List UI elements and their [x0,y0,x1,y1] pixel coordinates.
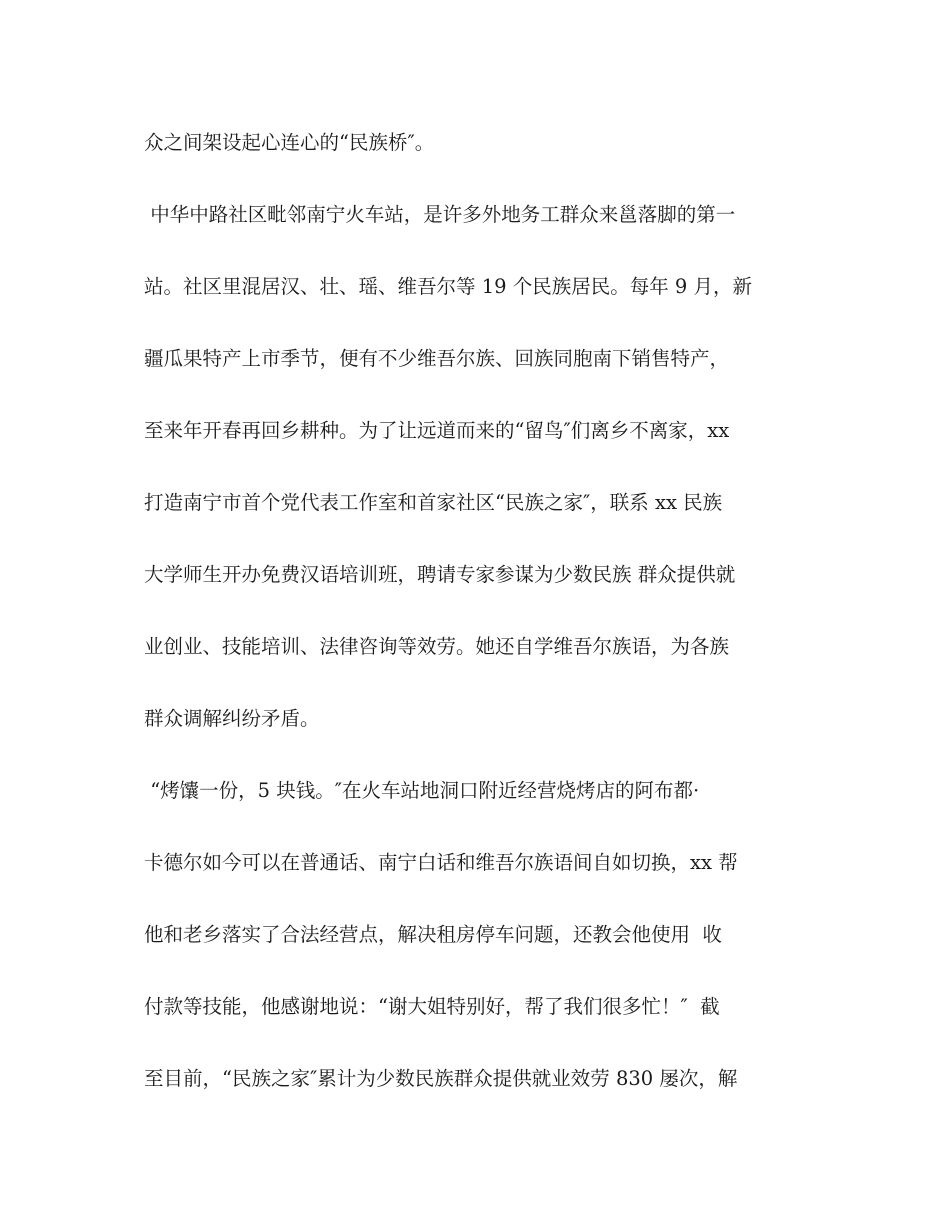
text-line: “烤馕一份，5 块钱。″在火车站地洞口附近经营烧烤店的阿布都· [144,779,700,802]
text-line: 他和老乡落实了合法经营点，解决租房停车问题，还教会他使用 收 [144,923,722,946]
text-line: 疆瓜果特产上市季节，便有不少维吾尔族、回族同胞南下销售特产， [144,347,730,370]
text-line: 付款等技能，他感谢地说：“谢大姐特别好，帮了我们很多忙！″ 截 [144,995,720,1018]
text-line: 至来年开春再回乡耕种。为了让远道而来的“留鸟″们离乡不离家，xx [144,419,730,442]
text-line: 群众调解纠纷矛盾。 [144,707,320,730]
text-line: 至目前，“民族之家″累计为少数民族群众提供就业效劳 830 屡次，解 [144,1067,738,1090]
text-line: 卡德尔如今可以在普通话、南宁白话和维吾尔族语间自如切换，xx 帮 [144,851,738,874]
text-line: 众之间架设起心连心的“民族桥″。 [144,131,435,154]
text-line: 打造南宁市首个党代表工作室和首家社区“民族之家″，联系 xx 民族 [144,491,723,514]
text-line: 中华中路社区毗邻南宁火车站，是许多外地务工群众来邕落脚的第一 [144,203,736,226]
text-line: 站。社区里混居汉、壮、瑶、维吾尔等 19 个民族居民。每年 9 月，新 [144,275,753,298]
text-line: 大学师生开办免费汉语培训班，聘请专家参谋为少数民族 群众提供就 [144,563,736,586]
text-line: 业创业、技能培训、法律咨询等效劳。她还自学维吾尔族语，为各族 [144,635,730,658]
